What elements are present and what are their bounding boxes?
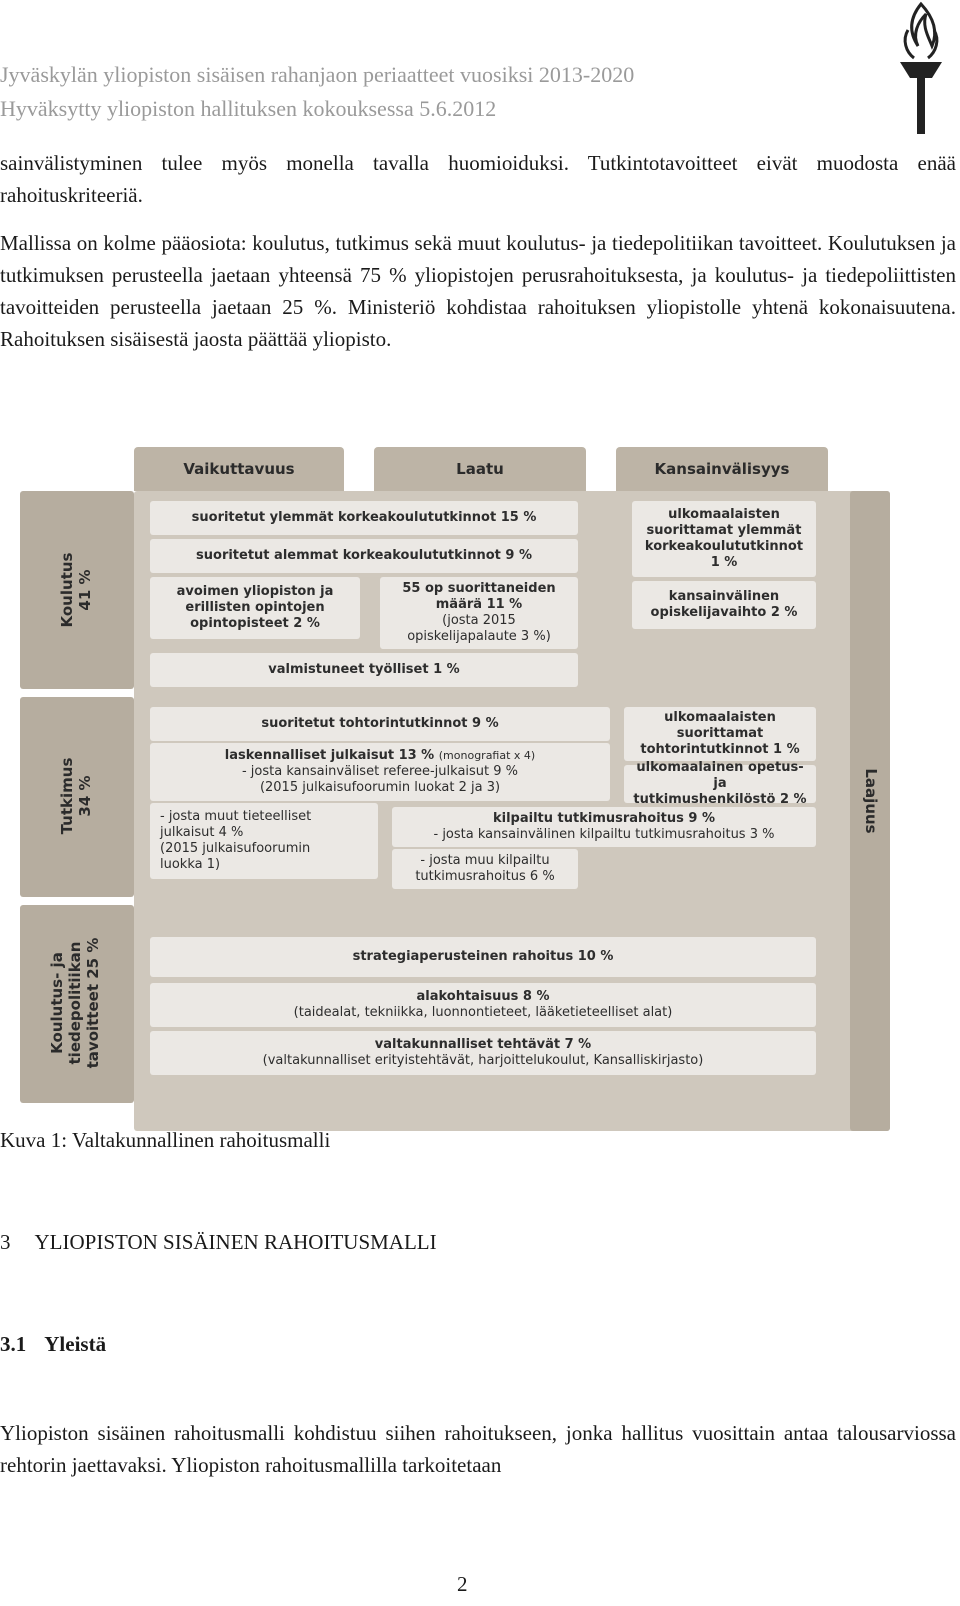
header-subtitle: Hyväksytty yliopiston hallituksen kokouksessa 5.6.2012: [0, 96, 497, 121]
cell-ulk-tohtorintutkinnot: ulkomaalaisten suorittamat tohtorintutkinnot 1 %: [624, 707, 816, 761]
funding-model-figure: [0, 445, 910, 1135]
cell-muut-julkaisut: - josta muut tieteelliset julkaisut 4 % (2015 julkaisufoorumin luokka 1): [150, 803, 378, 879]
cell-tyolliset: valmistuneet työlliset 1 %: [150, 653, 578, 687]
cell-ylemmat-tutkinnot: suoritetut ylemmät korkeakoulututkinnot 15 %: [150, 501, 578, 535]
cell-avoin-yliopisto: avoimen yliopiston ja erillisten opintojen opintopisteet 2 %: [150, 577, 360, 639]
university-torch-logo: [888, 0, 954, 138]
label-laajuus: Laajuus: [862, 768, 880, 834]
cell-alemmat-tutkinnot: suoritetut alemmat korkeakoulututkinnot 9 %: [150, 539, 578, 573]
tab-laatu: Laatu: [374, 447, 586, 491]
cell-strategiarahoitus: strategiaperusteinen rahoitus 10 %: [150, 937, 816, 977]
header-title: Jyväskylän yliopiston sisäisen rahanjaon periaatteet vuosiksi 2013-2020: [0, 62, 635, 87]
tab-vaikuttavuus: Vaikuttavuus: [134, 447, 344, 491]
subsection-heading: 3.1 Yleistä: [0, 1332, 107, 1356]
intro-paragraph-2: Mallissa on kolme pääosiota: koulutus, tutkimus sekä muut koulutus- ja tiedepolitiikan tavoitteet. Koulutuksen ja tutkimuksen perusteella jaetaan yhteensä 75 % yliopistojen perusrahoituksesta, ja koulutus- ja tiedepoliittisten tavoitteiden perusteella jaetaan 25 %. Ministeriö kohdistaa rahoituksen yliopistolle yhtenä kokonaisuutena. Rahoituksen sisäisestä jaosta päättää yliopisto.: [0, 231, 956, 351]
section-heading: 3 YLIOPISTON SISÄINEN RAHOITUSMALLI: [0, 1230, 437, 1254]
page-number: 2: [457, 1572, 468, 1596]
cell-julkaisut: laskennalliset julkaisut 13 % (monografiat x 4) - josta kansainväliset referee-julkaisut 9 % (2015 julkaisufoorumin luokat 2 ja 3): [150, 743, 610, 801]
cell-alakohtaisuus: alakohtaisuus 8 % (taidealat, tekniikka, luonnontieteet, lääketieteelliset alat): [150, 983, 816, 1027]
cell-55op: 55 op suorittaneiden määrä 11 % (josta 2015 opiskelijapalaute 3 %): [380, 577, 578, 649]
body-paragraph: Yliopiston sisäinen rahoitusmalli kohdistuu siihen rahoitukseen, jonka hallitus vuosittain antaa talousarviossa rehtorin jaettavaksi. Yliopiston rahoitusmallilla tarkoitetaan: [0, 1421, 956, 1477]
intro-paragraph-1: sainvälistyminen tulee myös monella tavalla huomioiduksi. Tutkintotavoitteet eivät muodosta enää rahoituskriteeriä.: [0, 151, 956, 207]
cell-kilpailtu-rahoitus: kilpailtu tutkimusrahoitus 9 % - josta kansainvälinen kilpailtu tutkimusrahoitus 3 %: [392, 807, 816, 847]
cell-ulk-henkilosto: ulkomaalainen opetus- ja tutkimushenkilöstö 2 %: [624, 765, 816, 803]
cell-muu-kilpailtu: - josta muu kilpailtu tutkimusrahoitus 6 %: [392, 849, 578, 889]
cell-ulkomaalaiset-tutkinnot: ulkomaalaisten suorittamat ylemmät korkeakoulututkinnot 1 %: [632, 501, 816, 577]
cell-tohtorintutkinnot: suoritetut tohtorintutkinnot 9 %: [150, 707, 610, 741]
label-koulutus: Koulutus 41 %: [58, 552, 94, 628]
tab-kansainvalisyys: Kansainvälisyys: [616, 447, 828, 491]
cell-valtakunnalliset: valtakunnalliset tehtävät 7 % (valtakunnalliset erityistehtävät, harjoittelukoulut, Kansalliskirjasto): [150, 1031, 816, 1075]
label-muut: Koulutus- ja tiedepolitiikan tavoitteet 25 %: [48, 937, 102, 1069]
figure-caption: Kuva 1: Valtakunnallinen rahoitusmalli: [0, 1128, 331, 1152]
label-tutkimus: Tutkimus 34 %: [58, 757, 94, 835]
cell-opiskelijavaihto: kansainvälinen opiskelijavaihto 2 %: [632, 581, 816, 629]
